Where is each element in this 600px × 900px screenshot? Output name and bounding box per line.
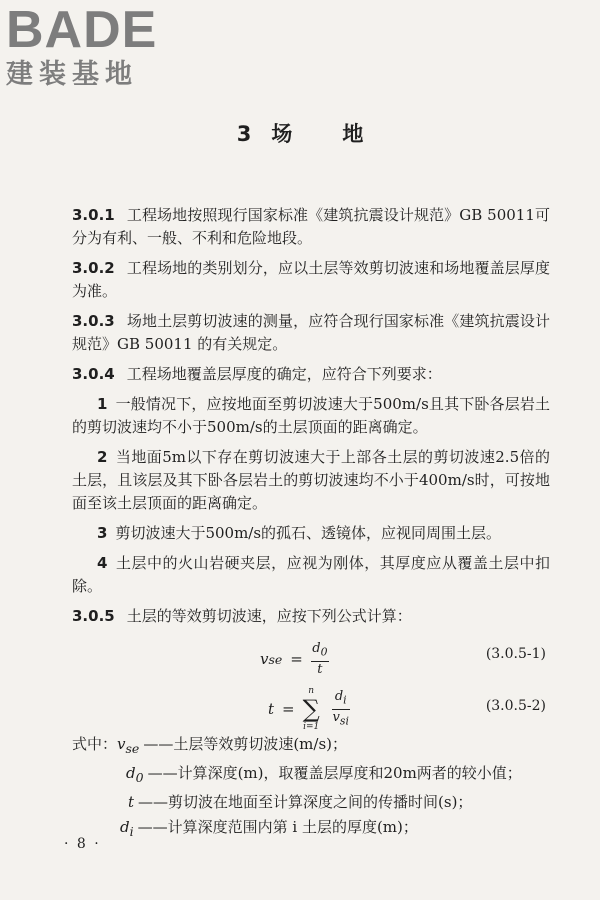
item-text: 土层中的火山岩硬夹层，应视为刚体，其厚度应从覆盖土层中扣除。	[72, 554, 550, 595]
formula-number: (3.0.5-2)	[485, 698, 546, 714]
formula-lhs: v	[260, 649, 269, 668]
document-body	[72, 204, 550, 845]
numerator-sub: 0	[320, 645, 328, 659]
formula-3-0-5-1	[72, 635, 550, 675]
formula-number: (3.0.5-1)	[485, 646, 546, 662]
symbol: d	[120, 818, 130, 836]
symbol: d	[126, 764, 136, 782]
clause-3-0-5	[72, 605, 550, 628]
numerator-symbol: d	[312, 641, 321, 656]
fraction-numerator	[335, 689, 347, 709]
clause-3-0-1	[72, 204, 550, 250]
formula-fraction	[332, 689, 350, 729]
where-symbol	[120, 818, 134, 839]
where-symbol	[117, 735, 140, 756]
where-line-3	[72, 791, 550, 814]
formula-3-0-5-2	[72, 681, 550, 732]
chapter-title-word-2: 地	[342, 122, 364, 146]
item-text: 当地面5m以下存在剪切波速大于上部各土层的剪切波速2.5倍的土层，且该层及其下卧各层岩土的剪切波速均不小于400m/s时，可按地面至该土层顶面的距离确定。	[72, 448, 550, 512]
item-2	[72, 446, 550, 515]
clause-number: 3.0.2	[72, 259, 115, 277]
denominator-symbol: v	[332, 709, 340, 725]
fraction-denominator	[333, 710, 349, 730]
denominator-sub: si	[339, 714, 349, 728]
chapter-title	[0, 118, 600, 148]
brand-logo	[6, 1, 176, 92]
clause-text: 场地土层剪切波速的测量，应符合现行国家标准《建筑抗震设计规范》GB 50011 的有关规定。	[72, 312, 550, 353]
sum-upper-limit: n	[308, 686, 315, 696]
numerator-sub: i	[343, 693, 347, 707]
clause-text: 工程场地覆盖层厚度的确定，应符合下列要求：	[126, 365, 442, 383]
item-text: 一般情况下，应按地面至剪切波速大于500m/s且其下卧各层岩土的剪切波速均不小于500m/s的土层顶面的距离确定。	[72, 395, 550, 436]
item-1	[72, 393, 550, 439]
where-line-1	[72, 733, 550, 760]
clause-3-0-4	[72, 363, 550, 386]
formula-expression	[260, 641, 329, 678]
formula-lhs-sub: se	[268, 651, 283, 667]
fraction-numerator	[312, 641, 327, 661]
logo-sub-text: 建装基地	[6, 59, 138, 90]
summation	[303, 685, 320, 733]
where-line-2	[72, 762, 550, 789]
symbol-sub: 0	[135, 770, 144, 785]
sum-sigma: ∑	[302, 695, 320, 723]
item-number: 2	[97, 448, 108, 466]
where-text: 计算深度范围内第 i 土层的厚度(m)；	[167, 818, 418, 836]
page-number: · 8 ·	[64, 836, 101, 852]
formula-equals: =	[290, 649, 303, 668]
chapter-number: 3	[236, 122, 252, 146]
where-text: 计算深度(m)，取覆盖层厚度和20m两者的较小值；	[177, 764, 522, 782]
chapter-title-word-1: 场	[271, 122, 293, 146]
item-3	[72, 522, 550, 545]
clause-text: 工程场地按照现行国家标准《建筑抗震设计规范》GB 50011可分为有利、一般、不利和危险地段。	[72, 206, 550, 247]
sum-lower-limit: i=1	[303, 722, 320, 732]
where-dash: ——	[138, 793, 169, 811]
clause-number: 3.0.5	[72, 607, 115, 625]
symbol: t	[128, 793, 135, 811]
formula-equals: =	[282, 699, 295, 718]
logo-main-text: BADE	[6, 1, 158, 59]
clause-number: 3.0.3	[72, 312, 115, 330]
clause-text: 土层的等效剪切波速，应按下列公式计算：	[126, 607, 412, 625]
symbol-sub: se	[125, 741, 140, 756]
where-lead: 式中：	[72, 735, 118, 753]
formula-lhs: t	[268, 699, 275, 718]
where-symbol	[128, 793, 134, 811]
symbol-sub: i	[129, 824, 134, 839]
clause-number: 3.0.4	[72, 365, 115, 383]
item-number: 1	[97, 395, 108, 413]
symbol: v	[117, 735, 126, 753]
clause-3-0-3	[72, 310, 550, 356]
item-number: 3	[97, 524, 108, 542]
item-text: 剪切波速大于500m/s的孤石、透镜体，应视同周围土层。	[115, 524, 502, 542]
where-line-4	[72, 816, 550, 843]
formula-expression	[268, 685, 350, 733]
where-dash: ——	[137, 818, 168, 836]
fraction-denominator: t	[317, 661, 323, 677]
item-4	[72, 552, 550, 598]
where-dash: ——	[143, 735, 174, 753]
where-text: 剪切波在地面至计算深度之间的传播时间(s)；	[168, 793, 473, 811]
where-text: 土层等效剪切波速(m/s)；	[173, 735, 347, 753]
clause-text: 工程场地的类别划分，应以土层等效剪切波速和场地覆盖层厚度为准。	[72, 259, 550, 300]
where-dash: ——	[147, 764, 178, 782]
item-number: 4	[97, 554, 108, 572]
clause-number: 3.0.1	[72, 206, 115, 224]
clause-3-0-2	[72, 257, 550, 303]
formula-fraction	[311, 641, 329, 678]
where-symbol	[126, 764, 144, 785]
numerator-symbol: d	[334, 688, 344, 704]
